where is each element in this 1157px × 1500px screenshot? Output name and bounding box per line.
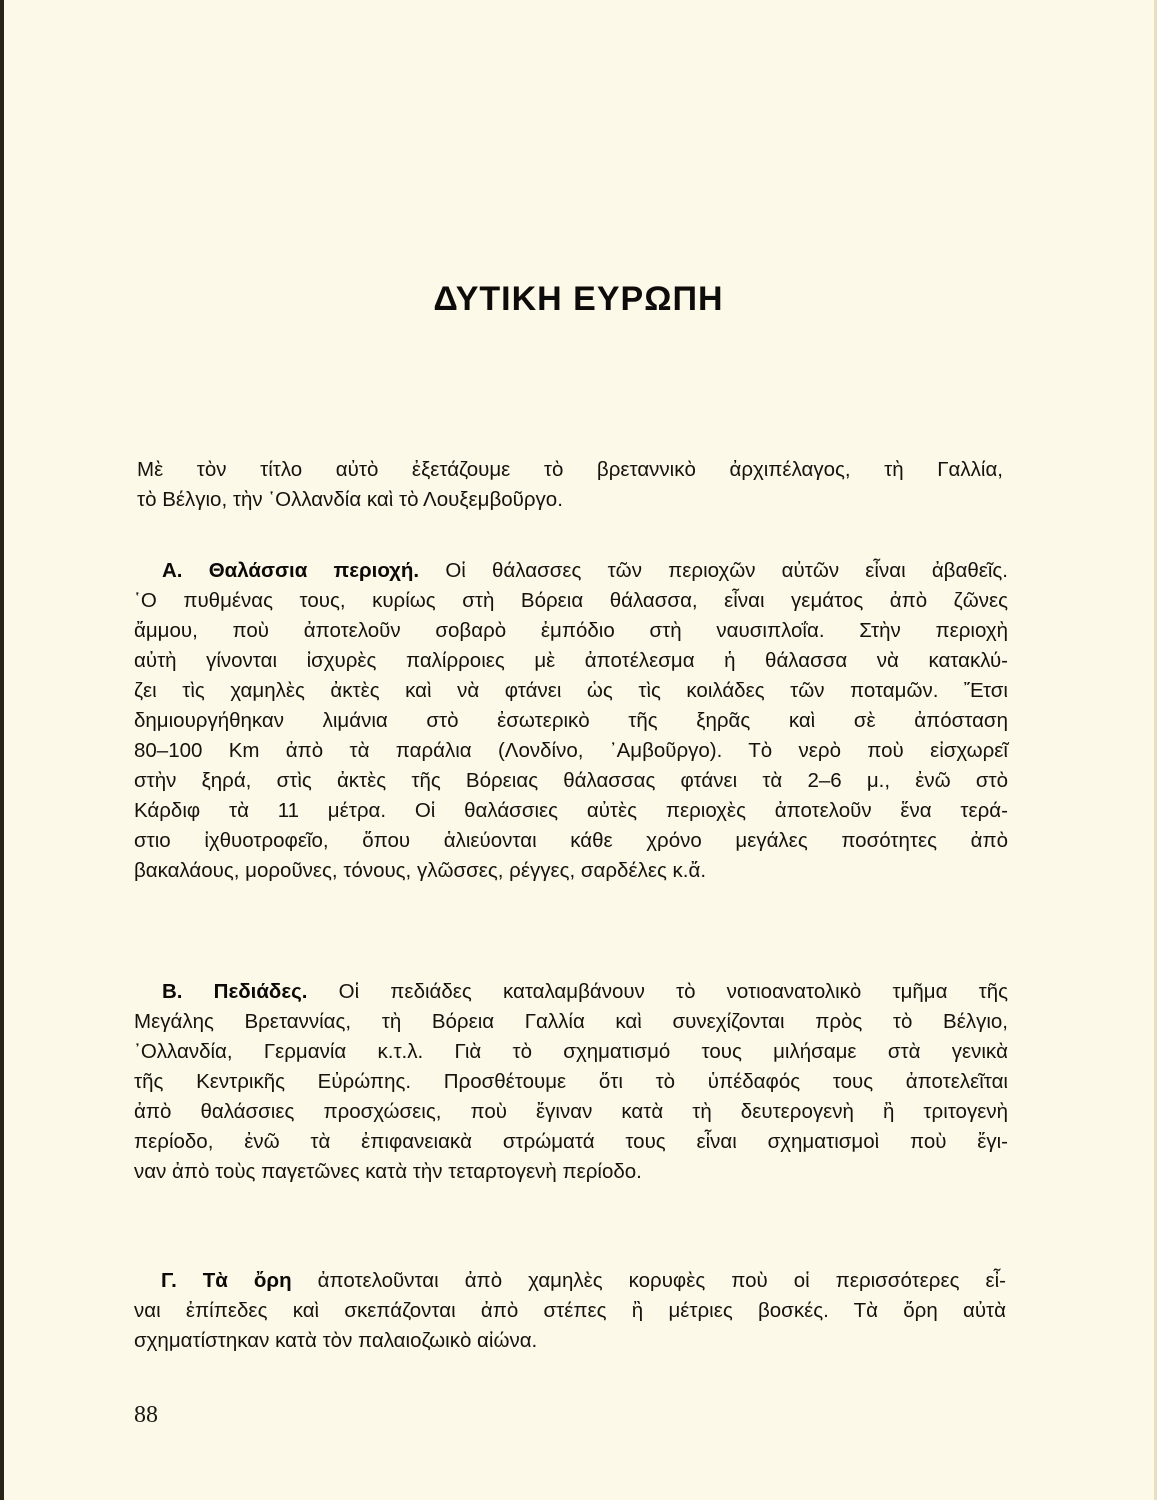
- text-line: [162, 556, 1008, 586]
- text-line: Μεγάλης Βρεταννίας, τὴ Βόρεια Γαλλία καὶ συνεχίζονται πρὸς τὸ Βέλγιο,: [134, 1010, 1008, 1033]
- scan-edge-left: [0, 0, 4, 1500]
- text-line: 80–100 Km ἀπὸ τὰ παράλια (Λονδίνο, ᾿Αμβοῦργο). Τὸ νερὸ ποὺ εἰσχωρεῖ: [134, 739, 1008, 762]
- text-line: ἄμμου, ποὺ ἀποτελοῦν σοβαρὸ ἐμπόδιο στὴ ναυσιπλοΐα. Στὴν περιοχὴ: [134, 619, 1008, 642]
- text-line: στιο ἰχθυοτροφεῖο, ὅπου ἁλιεύονται κάθε χρόνο μεγάλες ποσότητες ἀπὸ: [134, 829, 1008, 852]
- text-line: τῆς Κεντρικῆς Εὐρώπης. Προσθέτουμε ὅτι τὸ ὑπέδαφός τους ἀποτελεῖται: [134, 1070, 1008, 1093]
- intro-paragraph: [137, 455, 1003, 515]
- text-line: ζει τὶς χαμηλὲς ἀκτὲς καὶ νὰ φτάνει ὡς τὶς κοιλάδες τῶν ποταμῶν. Ἔτσι: [134, 679, 1008, 702]
- text-line: τὸ Βέλγιο, τὴν ῾Ολλανδία καὶ τὸ Λουξεμβοῦργο.: [137, 488, 563, 511]
- text-line: περίοδο, ἐνῶ τὰ ἐπιφανειακὰ στρώματά τους εἶναι σχηματισμοὶ ποὺ ἔγι-: [134, 1130, 1008, 1153]
- text-line: ᾿Ολλανδία, Γερμανία κ.τ.λ. Γιὰ τὸ σχηματισμό τους μιλήσαμε στὰ γενικὰ: [134, 1040, 1008, 1063]
- text-line: ἀπὸ θαλάσσιες προσχώσεις, ποὺ ἔγιναν κατὰ τὴ δευτερογενὴ ἢ τριτογενὴ: [134, 1100, 1008, 1123]
- text-line: ναν ἀπὸ τοὺς παγετῶνες κατὰ τὴν τεταρτογενὴ περίοδο.: [134, 1160, 642, 1183]
- text-line: [161, 1266, 1006, 1296]
- text-line: σχηματίστηκαν κατὰ τὸν παλαιοζωικὸ αἰώνα.: [134, 1329, 538, 1352]
- section-b-first-line: Οἱ πεδιάδες καταλαμβάνουν τὸ νοτιοανατολικὸ τμῆμα τῆς: [338, 980, 1008, 1003]
- text-line: στὴν ξηρά, στὶς ἀκτὲς τῆς Βόρειας θάλασσας φτάνει τὰ 2–6 μ., ἐνῶ στὸ: [134, 769, 1008, 792]
- text-line: δημιουργήθηκαν λιμάνια στὸ ἐσωτερικὸ τῆς ξηρᾶς καὶ σὲ ἀπόσταση: [134, 709, 1008, 732]
- text-line: [162, 977, 1008, 1007]
- text-line: ναι ἐπίπεδες καὶ σκεπάζονται ἀπὸ στέπες ἢ μέτριες βοσκές. Τὰ ὄρη αὐτὰ: [134, 1299, 1006, 1322]
- section-a-heading: Α. Θαλάσσια περιοχή.: [162, 559, 420, 582]
- text-line: Κάρδιφ τὰ 11 μέτρα. Οἱ θαλάσσιες αὐτὲς περιοχὲς ἀποτελοῦν ἕνα τερά-: [134, 799, 1008, 822]
- page-title: ΔΥΤΙΚΗ ΕΥΡΩΠΗ: [433, 280, 724, 318]
- text-line: Μὲ τὸν τίτλο αὐτὸ ἐξετάζουμε τὸ βρεταννικὸ ἀρχιπέλαγος, τὴ Γαλλία,: [137, 458, 1003, 481]
- text-line: ῾Ο πυθμένας τους, κυρίως στὴ Βόρεια θάλασσα, εἶναι γεμάτος ἀπὸ ζῶνες: [134, 589, 1008, 612]
- section-b-heading: Β. Πεδιάδες.: [162, 980, 308, 1003]
- section-c-first-line: ἀποτελοῦνται ἀπὸ χαμηλὲς κορυφὲς ποὺ οἱ περισσότερες εἶ-: [317, 1269, 1007, 1292]
- section-b-paragraph: [134, 977, 1008, 1187]
- section-a-paragraph: [134, 556, 1008, 886]
- section-c-heading: Γ. Τὰ ὄρη: [161, 1269, 292, 1292]
- section-c-paragraph: [134, 1266, 1007, 1356]
- text-line: βακαλάους, μοροῦνες, τόνους, γλῶσσες, ρέγγες, σαρδέλες κ.ἄ.: [134, 859, 707, 882]
- section-a-first-line: Οἱ θάλασσες τῶν περιοχῶν αὐτῶν εἶναι ἀβαθεῖς.: [445, 559, 1008, 582]
- page-number: 88: [134, 1402, 158, 1428]
- text-line: αὐτὴ γίνονται ἰσχυρὲς παλίρροιες μὲ ἀποτέλεσμα ἡ θάλασσα νὰ κατακλύ-: [134, 649, 1008, 672]
